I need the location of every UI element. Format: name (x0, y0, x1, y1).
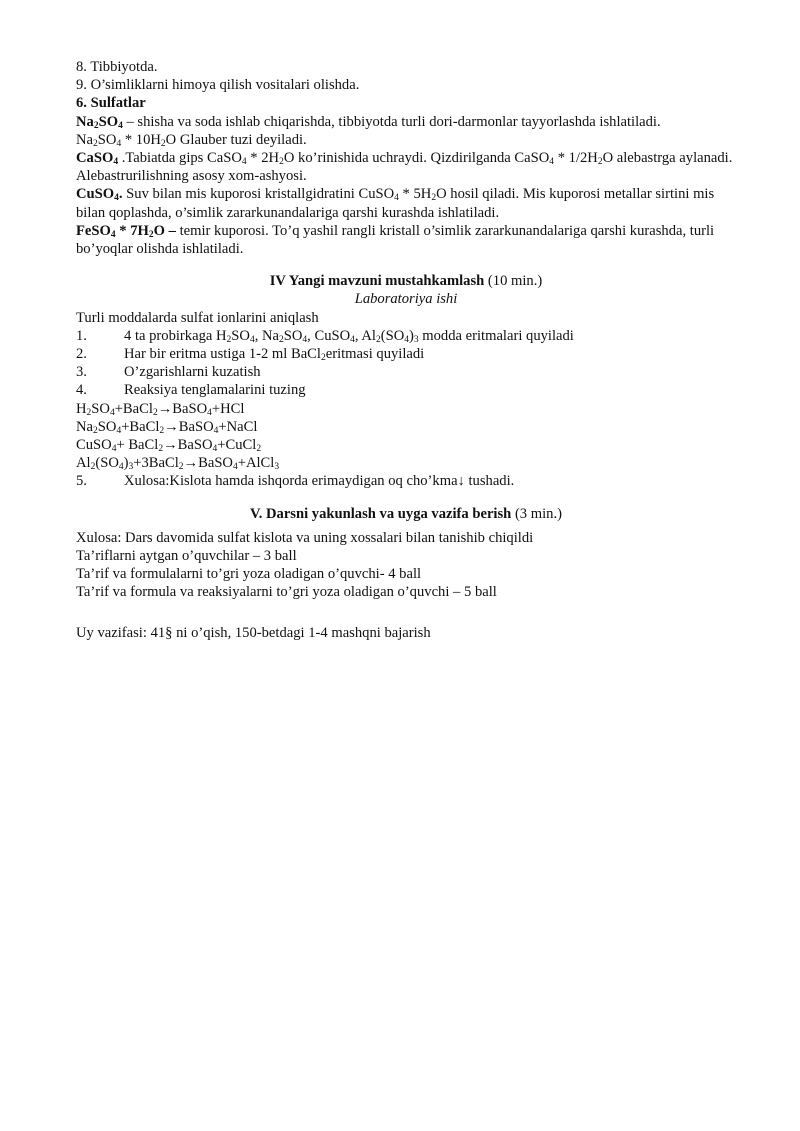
lab-step-2: 2. Har bir eritma ustiga 1-2 ml BaCl$_2$eritmasi quyiladi (76, 346, 425, 364)
sulfates-heading: 6. Sulfatlar (76, 95, 146, 112)
homework: Uy vazifasi: 41§ ni o’qish, 150-betdagi 1-4 mashqni bajarish (76, 624, 431, 641)
lab-intro: Turli moddalarda sulfat ionlarini aniqlash (76, 309, 319, 326)
lab-step-3: 3. O’zgarishlarni kuzatish (76, 364, 261, 381)
score-3-ball: Ta’riflarni aytgan o’quvchilar – 3 ball (76, 548, 297, 565)
na2so4-paragraph: $Na_2SO_4$ – shisha va soda ishlab chiqarishda, tibbiyotda turli dori-darmonlar tayyorlashda ishlatiladi. (76, 113, 661, 131)
section-5-heading: V. Darsni yakunlash va uyga vazifa berish (3 min.) (250, 505, 562, 522)
caso4-paragraph: CaSO$_4$ .Tabiatda gips CaSO$_4$ * $2H_2O$ ko’rinishida uchraydi. Qizdirilganda CaSO$_4$ * $1/2H_2O$ alebastrga aylanadi. Alebastrurilishning asosy xom-ashyosi. (76, 150, 733, 185)
document-page (76, 58, 736, 642)
feso4-paragraph: FeSO$_4$ * $7H_2O$ – temir kuporosi. To’q yashil rangli kristall o’simlik zararkunandalariga qarshi kurashda, turli bo’yoqlar olishda ishlatiladi. (76, 222, 715, 258)
reaction-3: CuSO$_4$+ BaCl$_2$→BaSO$_4$+CuCl$_2$ (76, 437, 262, 455)
score-4-ball: Ta’rif va formulalarni to’gri yoza oladigan o’quvchi- 4 ball (76, 566, 422, 583)
use-item-9: 9. O’simliklarni himoya qilish vositalari olishda. (76, 77, 360, 94)
reaction-4: $Al_2(SO_4)_3+3BaCl_2\to BaSO_4+AlCl_3$ (76, 455, 280, 473)
reaction-2: $Na_2SO_4+BaCl_2\to BaSO_4+NaCl$ (76, 418, 258, 436)
lab-step-1: 1. 4 ta probirkaga $H_2SO_4$, $Na_2SO_4$, CuSO$_4$, $Al_2(SO_4)_3$ modda eritmalari quyiladi (76, 327, 574, 345)
lab-work-subtitle: Laboratoriya ishi (354, 291, 458, 308)
lesson-conclusion: Xulosa: Dars davomida sulfat kislota va uning xossalari bilan tanishib chiqildi (76, 529, 534, 546)
reaction-1: $H_2SO_4+BaCl_2\to BaSO_4+HCl$ (76, 400, 245, 418)
lab-step-4: 4. Reaksiya tenglamalarini tuzing (76, 382, 306, 399)
cuso4-paragraph: CuSO$_4$. Suv bilan mis kuporosi kristallgidratini CuSO$_4$ * $5H_2O$ hosil qiladi. Mis kuporosi metallar sirtini mis bilan qoplashda, o’simlik zararkunandalariga qarshi kurashda ishlatiladi. (76, 186, 715, 221)
lab-step-5: 5. Xulosa:Kislota hamda ishqorda erimaydigan oq cho’kma↓ tushadi. (76, 473, 515, 490)
section-4-heading: IV Yangi mavzuni mustahkamlash (10 min.) (269, 273, 543, 290)
glauber-salt-line: $Na_2SO_4 * 10H_2O$ Glauber tuzi deyiladi. (76, 131, 307, 149)
use-item-8: 8. Tibbiyotda. (76, 59, 158, 75)
score-5-ball: Ta’rif va formula va reaksiyalarni to’gri yoza oladigan o’quvchi – 5 ball (76, 584, 497, 601)
